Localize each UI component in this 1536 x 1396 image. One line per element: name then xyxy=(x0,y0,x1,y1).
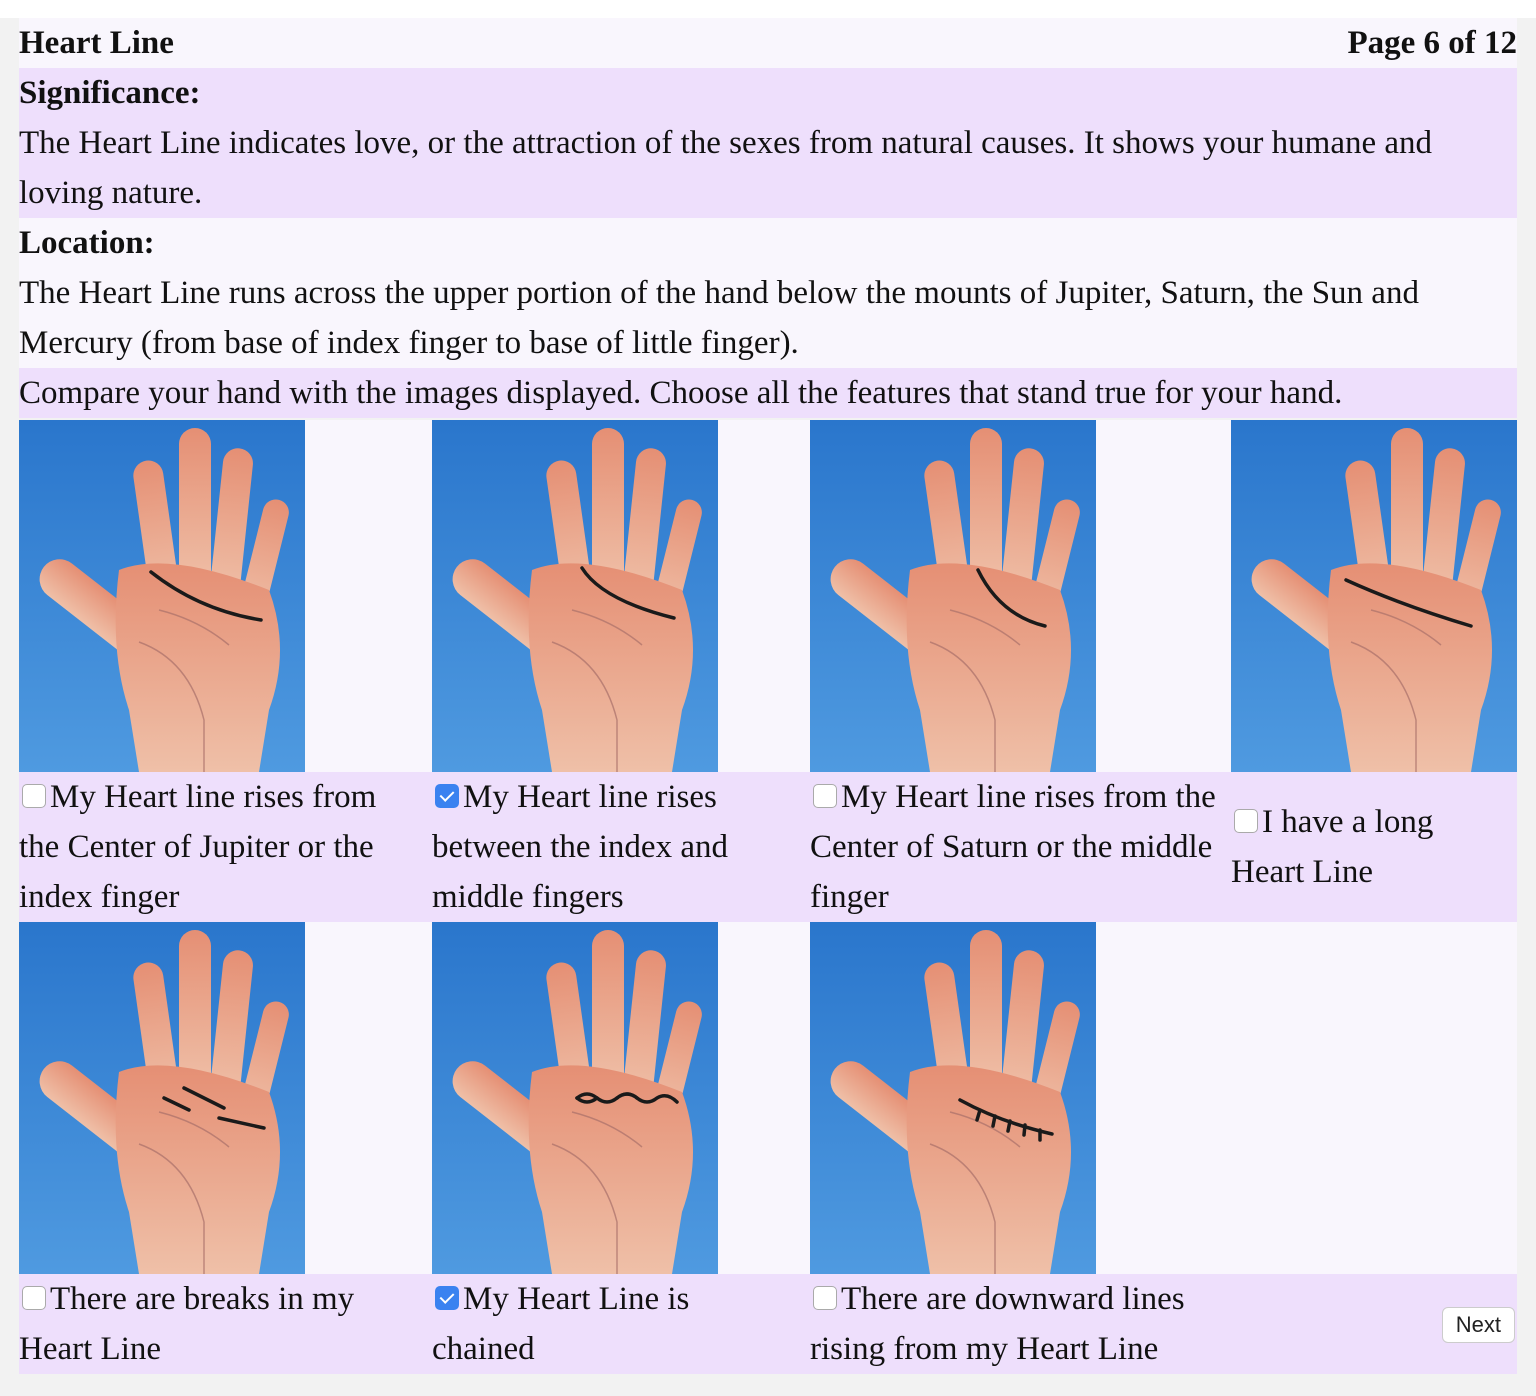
option-label: My Heart line rises from the Center of Jupiter or the index finger xyxy=(19,779,377,915)
options-grid xyxy=(19,420,1517,1374)
option-breaks[interactable] xyxy=(19,1274,424,1374)
image-row-2 xyxy=(19,922,1517,1274)
hand-image xyxy=(810,420,1096,772)
option-between[interactable] xyxy=(432,772,802,922)
palm-illustration xyxy=(432,922,718,1274)
checkbox[interactable] xyxy=(813,784,837,808)
page-counter: Page 6 of 12 xyxy=(1347,25,1517,61)
page-content xyxy=(19,18,1517,1374)
hand-image xyxy=(19,922,305,1274)
option-downward[interactable] xyxy=(810,1274,1240,1374)
significance-section xyxy=(19,68,1517,218)
option-jupiter[interactable] xyxy=(19,772,424,922)
hand-image xyxy=(432,922,718,1274)
option-long[interactable] xyxy=(1231,797,1491,897)
title-bar xyxy=(19,18,1517,68)
option-saturn[interactable] xyxy=(810,772,1222,922)
location-section xyxy=(19,218,1517,368)
next-button[interactable]: Next xyxy=(1442,1307,1515,1343)
option-label: My Heart line rises between the index and middle fingers xyxy=(432,779,728,915)
checkbox[interactable] xyxy=(435,784,459,808)
option-label: My Heart line rises from the Center of Saturn or the middle finger xyxy=(810,779,1216,915)
caption-row-2 xyxy=(19,1274,1517,1374)
checkbox[interactable] xyxy=(22,1286,46,1310)
hand-image xyxy=(1231,420,1517,772)
checkbox[interactable] xyxy=(435,1286,459,1310)
checkbox[interactable] xyxy=(22,784,46,808)
significance-heading: Significance: xyxy=(19,75,201,111)
palm-illustration xyxy=(1231,420,1517,772)
hand-image xyxy=(19,420,305,772)
option-label: I have a long Heart Line xyxy=(1231,804,1434,890)
significance-text: The Heart Line indicates love, or the attraction of the sexes from natural causes. It shows your humane and loving nature. xyxy=(19,125,1433,211)
option-label: My Heart Line is chained xyxy=(432,1281,690,1367)
hand-image xyxy=(810,922,1096,1274)
palm-illustration xyxy=(432,420,718,772)
palm-illustration xyxy=(810,922,1096,1274)
hand-image xyxy=(432,420,718,772)
palm-illustration xyxy=(19,420,305,772)
palm-illustration xyxy=(810,420,1096,772)
option-label: There are downward lines rising from my Heart Line xyxy=(810,1281,1185,1367)
image-row-1 xyxy=(19,420,1517,772)
option-chained[interactable] xyxy=(432,1274,762,1374)
page-title: Heart Line xyxy=(19,25,174,61)
location-heading: Location: xyxy=(19,225,155,261)
instruction-text: Compare your hand with the images displayed. Choose all the features that stand true for your hand. xyxy=(19,368,1517,418)
option-label: There are breaks in my Heart Line xyxy=(19,1281,355,1367)
top-margin xyxy=(0,0,1536,18)
caption-row-1 xyxy=(19,772,1517,922)
checkbox[interactable] xyxy=(813,1286,837,1310)
palm-illustration xyxy=(19,922,305,1274)
checkbox[interactable] xyxy=(1234,809,1258,833)
location-text: The Heart Line runs across the upper portion of the hand below the mounts of Jupiter, Saturn, the Sun and Mercury (from base of index finger to base of little finger). xyxy=(19,275,1419,361)
